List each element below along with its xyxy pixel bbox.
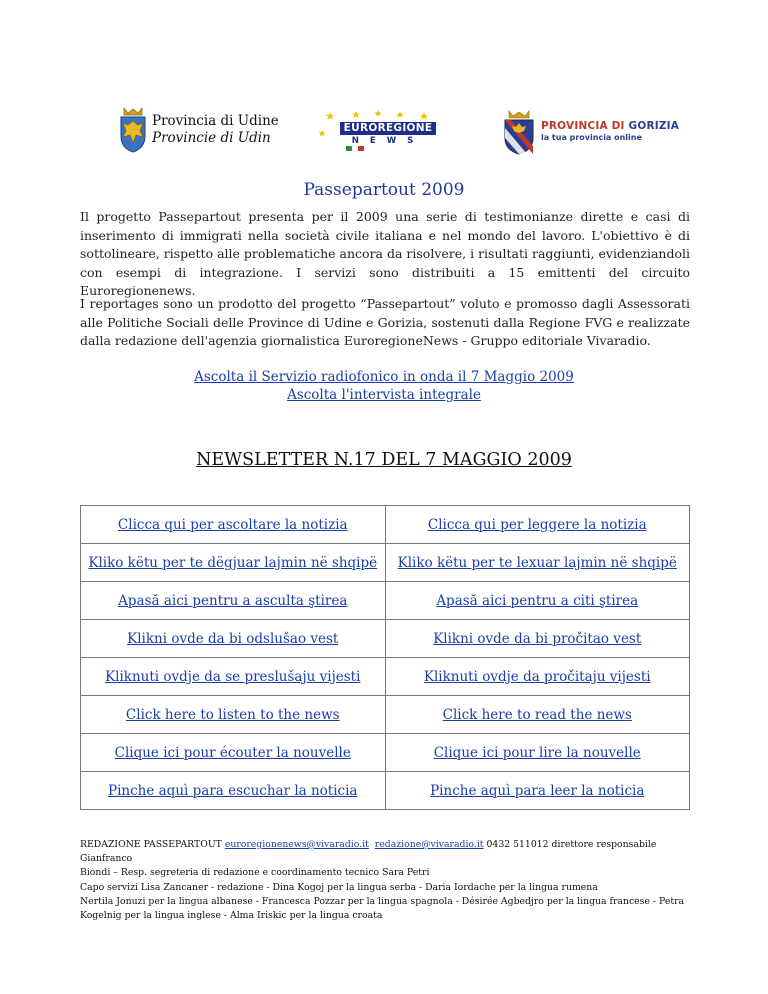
table-row <box>81 620 690 658</box>
table-row <box>81 544 690 582</box>
credits-line-5: Kogelnig per la lingua inglese - Alma Iriskic per la lingua croata <box>80 910 383 922</box>
logo-euroregione-news <box>316 108 440 152</box>
newsletter-title: NEWSLETTER N.17 DEL 7 MAGGIO 2009 <box>196 450 572 470</box>
email-link-redazione[interactable]: redazione@vivaradio.it <box>374 839 484 850</box>
listen-link-croatian[interactable]: Kliknuti ovdje da se preslušaju vijesti <box>105 668 361 685</box>
udine-eagle-crest-icon <box>118 106 148 154</box>
read-link-albanian[interactable]: Kliko këtu per te lexuar lajmin në shqipë <box>397 554 677 571</box>
udine-logo-line1: Provincia di Udine <box>152 113 279 129</box>
language-links-table <box>80 505 690 810</box>
listen-link-english[interactable]: Click here to listen to the news <box>125 706 340 723</box>
read-link-serbian[interactable]: Klikni ovde da bi pročitao vest <box>433 630 642 647</box>
logo-provincia-gorizia <box>501 108 679 156</box>
read-link-italian[interactable]: Clicca qui per leggere la notizia <box>427 516 647 533</box>
table-row <box>81 772 690 810</box>
listen-service-link[interactable]: Ascolta il Servizio radiofonico in onda il 7 Maggio 2009 <box>194 369 574 385</box>
logo-row <box>0 106 768 166</box>
listen-link-serbian[interactable]: Klikni ovde da bi odslušao vest <box>127 630 339 647</box>
credits-line-2: Biondi – Resp. segreteria di redazione e coordinamento tecnico Sara Petri <box>80 867 430 879</box>
listen-link-italian[interactable]: Clicca qui per ascoltare la notizia <box>117 516 348 533</box>
listen-interview-link[interactable]: Ascolta l'intervista integrale <box>287 387 481 403</box>
gorizia-crest-icon <box>501 108 537 156</box>
euro-logo-line1: EUROREGIONE <box>340 122 436 135</box>
read-link-english[interactable]: Click here to read the news <box>442 706 632 723</box>
email-link-euroregionenews[interactable]: euroregionenews@vivaradio.it <box>224 839 369 850</box>
table-row <box>81 658 690 696</box>
table-row <box>81 506 690 544</box>
euro-logo-line2: NEWS <box>351 136 425 146</box>
listen-link-romanian[interactable]: Apasă aici pentru a asculta ştirea <box>118 592 348 609</box>
table-row <box>81 582 690 620</box>
intro-paragraph-1: Il progetto Passepartout presenta per il 2009 una serie di testimonianze dirette e casi di inserimento di immigrati nella società civile italiana e nel mondo del lavoro. L'obiettivo è di sottolineare, rispetto alle problematiche ancora da risolvere, i risultati raggiunti, evidenziandoli con esempi di integrazione. I servizi sono distribuiti a 15 emittenti del circuito Euroregionenews. <box>80 209 690 298</box>
read-link-french[interactable]: Clique ici pour lire la nouvelle <box>433 744 641 761</box>
audio-links <box>0 368 768 404</box>
credits-line-3: Capo servizi Lisa Zancaner - redazione - Dina Kogoj per la lingua serba - Daria Iordache per la lingua rumena <box>80 881 598 893</box>
read-link-romanian[interactable]: Apasă aici pentru a citi ştirea <box>436 592 639 609</box>
credits-line-4: Nertila Jonuzi per la lingua albanese - Francesca Pozzar per la lingua spagnola - Désirée Agbedjro per la lingua francese - Petra <box>80 895 685 907</box>
gorizia-logo-line2: la tua provincia online <box>541 133 642 142</box>
intro-paragraph-2: I reportages sono un prodotto del progetto “Passepartout” voluto e promosso dagli Assessorati alle Politiche Sociali delle Province di Udine e Gorizia, sostenuti dalla Regione FVG e realizzate dalla redazione dell'agenzia giornalistica EuroregioneNews - Gruppo editoriale Vivaradio. <box>80 296 690 348</box>
table-row <box>81 734 690 772</box>
logo-provincia-udine <box>118 106 279 154</box>
udine-logo-line2: Provincie di Udin <box>152 130 271 146</box>
gorizia-logo-line1: PROVINCIA DI GORIZIA <box>541 120 680 132</box>
listen-link-albanian[interactable]: Kliko këtu per te dëgjuar lajmin në shqipë <box>88 554 378 571</box>
credits-line-1: REDAZIONE PASSEPARTOUT euroregionenews@vivaradio.it redazione@vivaradio.it 0432 511012 direttore responsabile Gianfranco <box>80 839 657 865</box>
page-title: Passepartout 2009 <box>303 180 465 200</box>
editorial-credits <box>80 838 700 923</box>
listen-link-french[interactable]: Clique ici pour écouter la nouvelle <box>114 744 351 761</box>
listen-link-spanish[interactable]: Pinche aquì para escuchar la noticia <box>108 782 358 799</box>
read-link-croatian[interactable]: Kliknuti ovdje da pročitaju vijesti <box>423 668 651 685</box>
read-link-spanish[interactable]: Pinche aquì para leer la noticia <box>430 782 645 799</box>
table-row <box>81 696 690 734</box>
